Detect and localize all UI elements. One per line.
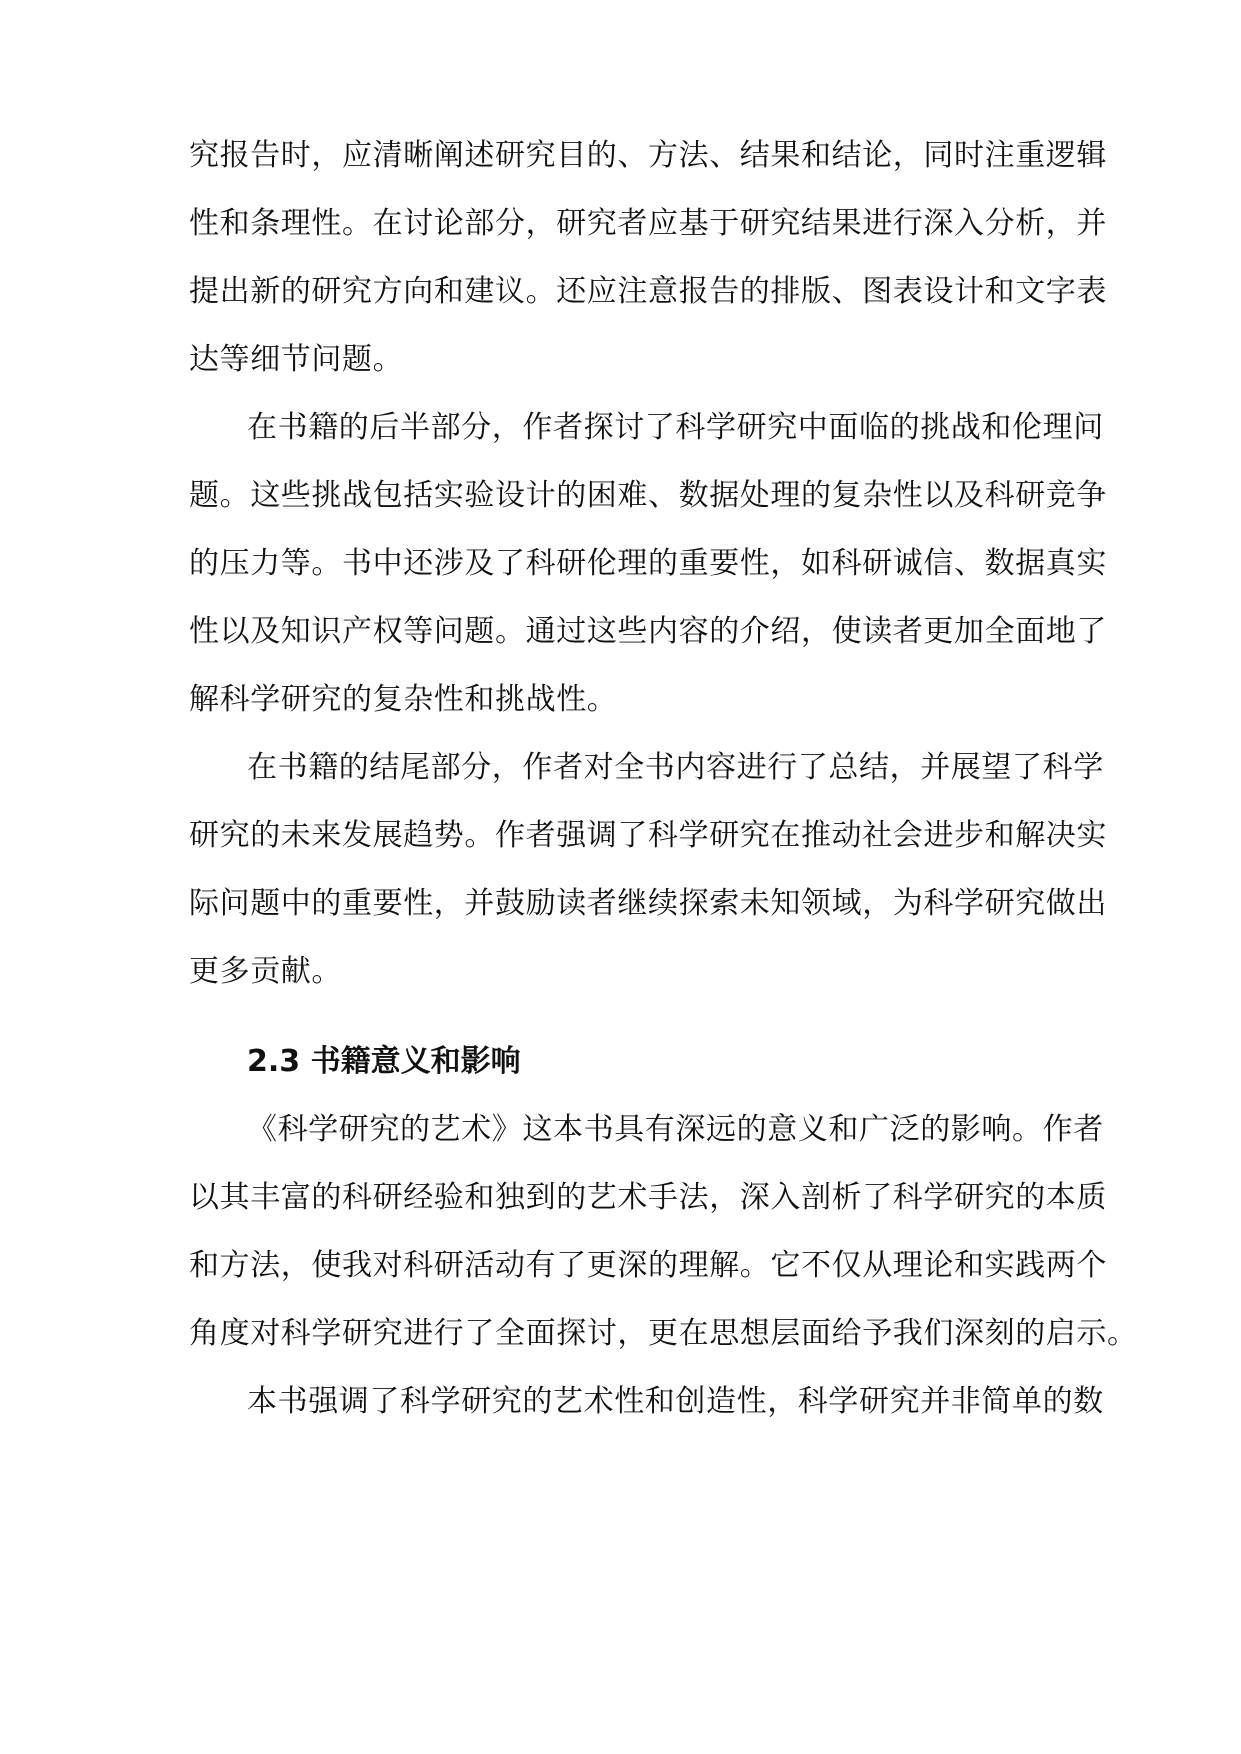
text-line: 在书籍的结尾部分，作者对全书内容进行了总结，并展望了科学	[247, 750, 1104, 785]
section-heading: 2.3 书籍意义和影响	[247, 1044, 521, 1079]
text-line: 题。这些挑战包括实验设计的困难、数据处理的复杂性以及科研竞争	[189, 478, 1107, 513]
text-line: 更多贡献。	[189, 954, 342, 989]
text-line: 提出新的研究方向和建议。还应注意报告的排版、图表设计和文字表	[189, 274, 1107, 309]
text-line: 本书强调了科学研究的艺术性和创造性，科学研究并非简单的数	[247, 1384, 1104, 1419]
text-line: 性以及知识产权等问题。通过这些内容的介绍，使读者更加全面地了	[189, 614, 1107, 649]
text-line: 达等细节问题。	[189, 342, 404, 377]
text-line: 角度对科学研究进行了全面探讨，更在思想层面给予我们深刻的启示。	[189, 1316, 1138, 1351]
text-line: 的压力等。书中还涉及了科研伦理的重要性，如科研诚信、数据真实	[189, 546, 1107, 581]
text-line: 和方法，使我对科研活动有了更深的理解。它不仅从理论和实践两个	[189, 1248, 1107, 1283]
text-line: 以其丰富的科研经验和独到的艺术手法，深入剖析了科学研究的本质	[189, 1180, 1107, 1215]
text-line: 《科学研究的艺术》这本书具有深远的意义和广泛的影响。作者	[247, 1112, 1104, 1147]
text-line: 研究的未来发展趋势。作者强调了科学研究在推动社会进步和解决实	[189, 818, 1107, 853]
text-line: 际问题中的重要性，并鼓励读者继续探索未知领域，为科学研究做出	[189, 886, 1107, 921]
text-line: 在书籍的后半部分，作者探讨了科学研究中面临的挑战和伦理问	[247, 410, 1104, 445]
text-line: 解科学研究的复杂性和挑战性。	[189, 682, 618, 717]
text-line: 究报告时，应清晰阐述研究目的、方法、结果和结论，同时注重逻辑	[189, 138, 1107, 173]
text-line: 性和条理性。在讨论部分，研究者应基于研究结果进行深入分析，并	[189, 206, 1107, 241]
